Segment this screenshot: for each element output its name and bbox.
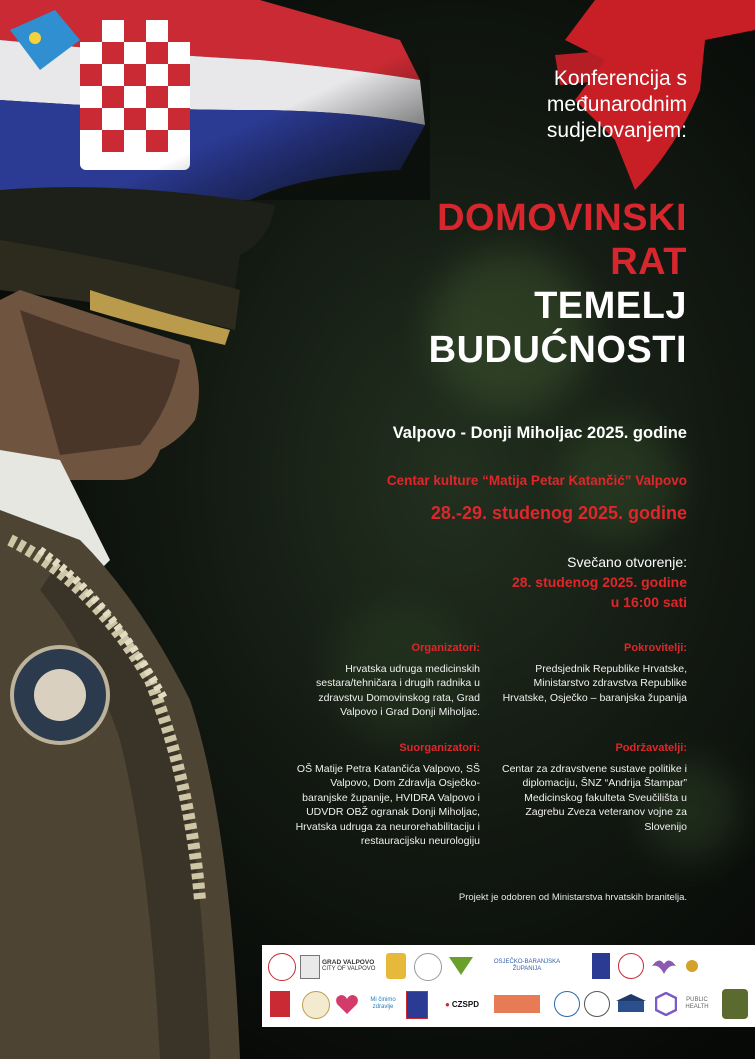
conference-title — [429, 196, 687, 372]
czspd-icon: ● — [445, 999, 450, 1009]
title-line-red: DOMOVINSKI — [437, 197, 687, 239]
donji-miholjac-coat-icon — [386, 953, 406, 979]
partner-banner-icon — [494, 995, 540, 1013]
patrons-heading: Pokrovitelji: — [624, 642, 687, 654]
county-coat-icon — [406, 991, 428, 1019]
public-health-label: PUBLIC HEALTH — [685, 997, 709, 1010]
mi-cinimo-zdravlje-label: Mi činimo zdravlje — [370, 997, 396, 1010]
veterans-crest-icon — [722, 989, 748, 1019]
ministry-crest-icon — [592, 953, 610, 979]
opening-date: 28. studenog 2025. godine — [511, 574, 687, 590]
stampar-school-icon — [614, 991, 648, 1017]
venue: Centar kulture “Matija Petar Katančić” Valpovo — [386, 473, 687, 488]
intro-line: Konferencija s — [553, 67, 687, 90]
heart-logo-icon — [334, 991, 360, 1017]
co-organizers-text: OŠ Matije Petra Katančića Valpovo, SŠ Valpovo, Dom Zdravlja Osječko-baranjske županije, HVIDRA Valpovo i UDVDR OBŽ ogranak Donji Miholjac, Hrvatska udruga za neurorehabilitaciju i restauracijsku neurologiju — [295, 762, 480, 847]
bird-logo-icon — [650, 953, 678, 979]
udvdr-seal-icon — [302, 991, 330, 1019]
supporters-text: Centar za zdravstvene sustave politike i diplomaciju, ŠNZ “Andrija Štampar” Medicinskog fakulteta Sveučilišta u Zagrebu Zveza veteranov vojne za Slovenijo — [501, 762, 687, 833]
school-seal-icon — [414, 953, 442, 981]
hexagon-logo-icon — [654, 991, 678, 1017]
opening-time: u 16:00 sati — [610, 594, 687, 610]
neuro-association-icon — [686, 960, 698, 972]
co-organizers-heading: Suorganizatori: — [399, 742, 480, 754]
intro-line: sudjelovanjem: — [546, 119, 687, 142]
city-of-valpovo-label: CITY OF VALPOVO — [322, 966, 376, 972]
coat-of-arms-icon — [270, 991, 290, 1017]
grad-valpovo-label: GRAD VALPOVO — [322, 959, 375, 966]
public-health-logo — [680, 991, 714, 1017]
opening-label: Svečano otvorenje: — [567, 554, 687, 570]
hums-logo-icon — [268, 953, 296, 981]
intro-line: međunarodnim — [546, 93, 687, 116]
neuro-association-logo — [686, 955, 748, 977]
obz-label: OSJEČKO-BARANJSKA ŽUPANIJA — [493, 959, 561, 972]
zveza-veteranov-icon — [554, 991, 580, 1017]
project-approval-note: Projekt je odobren od Ministarstva hrvatskih branitelja. — [458, 892, 687, 903]
grad-valpovo-logo — [322, 955, 382, 977]
location-year: Valpovo - Donji Miholjac 2025. godine — [392, 424, 687, 442]
organizers-text: Hrvatska udruga medicinskih sestara/tehničara i drugih radnika u zdravstvu Domovinskog rata, Grad Valpovo i Grad Donji Miholjac. — [315, 662, 480, 718]
hvidra-logo-icon — [618, 953, 644, 979]
co-organizers-block — [290, 741, 480, 849]
title-line-white: BUDUĆNOSTI — [428, 329, 687, 371]
czspd-label: CZSPD — [451, 999, 479, 1009]
mi-cinimo-zdravlje-logo — [362, 991, 404, 1017]
supporters-heading: Podržavatelji: — [615, 742, 687, 754]
soldier-image — [0, 180, 320, 1059]
patrons-text: Predsjednik Republike Hrvatske, Ministarstvo zdravstva Republike Hrvatske, Osječko – baranjska županija — [502, 662, 687, 704]
title-line-white: TEMELJ — [534, 285, 687, 327]
obz-logo — [484, 953, 570, 979]
triangle-logo-icon — [446, 953, 476, 979]
opening-info — [512, 552, 687, 612]
czspd-logo — [432, 991, 492, 1017]
patrons-block — [497, 641, 687, 705]
sponsor-logos-strip — [262, 945, 755, 1027]
title-line-red: RAT — [610, 241, 687, 283]
event-dates: 28.-29. studenog 2025. godine — [430, 503, 687, 523]
croatian-flag-image — [0, 0, 430, 200]
organizers-heading: Organizatori: — [411, 642, 480, 654]
organizers-block — [290, 641, 480, 720]
intro-text — [547, 66, 687, 144]
supporters-block — [497, 741, 687, 834]
valpovo-coat-icon — [300, 955, 320, 979]
faculty-seal-icon — [584, 991, 610, 1017]
